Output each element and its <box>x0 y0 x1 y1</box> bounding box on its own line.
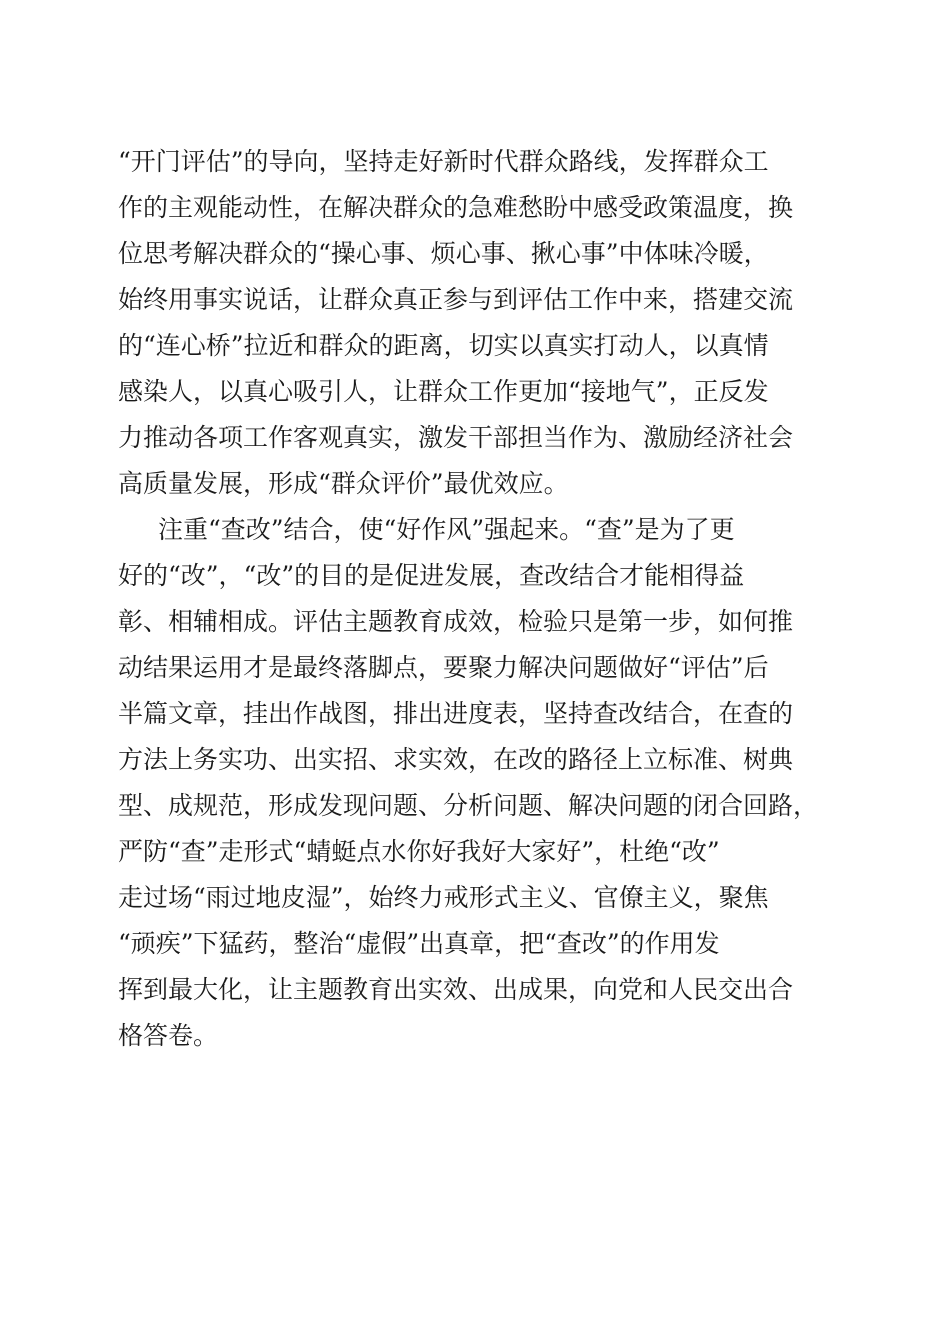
paragraph-1-line-4: 始终用事实说话，让群众真正参与到评估工作中来，搭建交流 <box>118 285 794 314</box>
document-page <box>118 0 842 1344</box>
paragraph-2-line-10: “顽疾”下猛药，整治“虚假”出真章，把“查改”的作用发 <box>118 929 720 958</box>
paragraph-1-line-7: 力推动各项工作客观真实，激发干部担当作为、激励经济社会 <box>118 423 794 452</box>
paragraph-2-line-1: 注重“查改”结合，使“好作风”强起来。“查”是为了更 <box>158 515 735 544</box>
paragraph-1-line-2: 作的主观能动性，在解决群众的急难愁盼中感受政策温度，换 <box>118 193 794 222</box>
paragraph-2-line-8: 严防“查”走形式“蜻蜓点水你好我好大家好”，杜绝“改” <box>118 837 720 866</box>
paragraph-1-line-3: 位思考解决群众的“操心事、烦心事、揪心事”中体味冷暖， <box>118 239 769 268</box>
paragraph-2-line-4: 动结果运用才是最终落脚点，要聚力解决问题做好“评估”后 <box>118 653 769 682</box>
paragraph-1-line-1: “开门评估”的导向，坚持走好新时代群众路线，发挥群众工 <box>118 147 769 176</box>
paragraph-2-line-11: 挥到最大化，让主题教育出实效、出成果，向党和人民交出合 <box>118 975 794 1004</box>
paragraph-2-line-12: 格答卷。 <box>118 1021 219 1050</box>
paragraph-2-line-7: 型、成规范，形成发现问题、分析问题、解决问题的闭合回路， <box>118 791 819 820</box>
paragraph-2-line-5: 半篇文章，挂出作战图，排出进度表，坚持查改结合，在查的 <box>118 699 794 728</box>
paragraph-2-line-2: 好的“改”，“改”的目的是促进发展，查改结合才能相得益 <box>118 561 745 590</box>
paragraph-2-line-9: 走过场“雨过地皮湿”，始终力戒形式主义、官僚主义，聚焦 <box>118 883 769 912</box>
paragraph-2-line-3: 彰、相辅相成。评估主题教育成效，检验只是第一步，如何推 <box>118 607 794 636</box>
paragraph-1-line-5: 的“连心桥”拉近和群众的距离，切实以真实打动人，以真情 <box>118 331 769 360</box>
paragraph-1-line-6: 感染人，以真心吸引人，让群众工作更加“接地气”，正反发 <box>118 377 769 406</box>
paragraph-1-line-8: 高质量发展，形成“群众评价”最优效应。 <box>118 469 569 498</box>
paragraph-2-line-6: 方法上务实功、出实招、求实效，在改的路径上立标准、树典 <box>118 745 794 774</box>
